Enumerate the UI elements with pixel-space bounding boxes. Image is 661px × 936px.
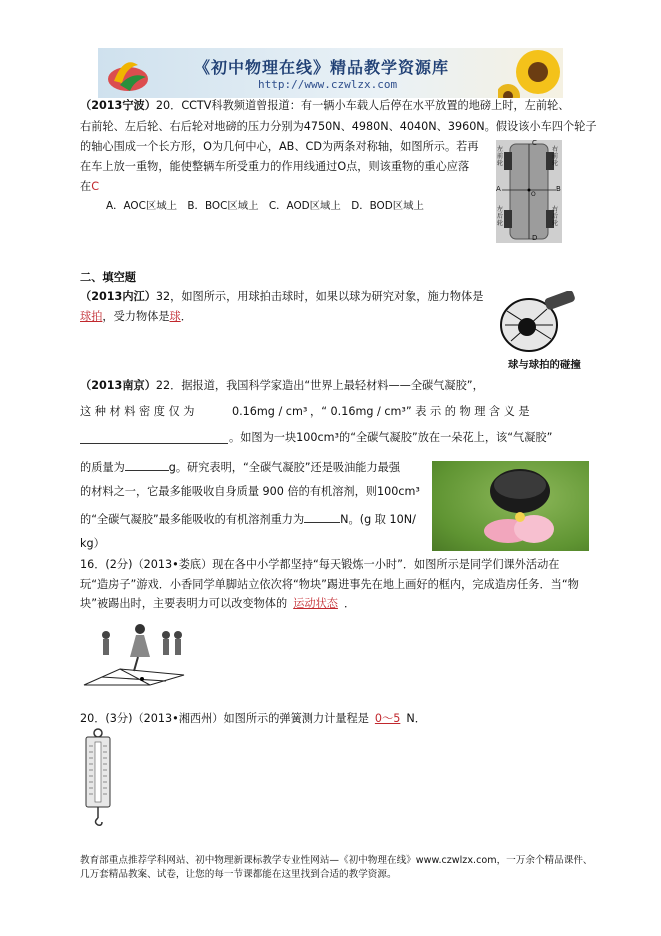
label-right-front-wheel: 右前轮 <box>552 146 559 167</box>
label-left-front-wheel: 左前轮 <box>497 146 504 167</box>
header-banner <box>98 48 563 98</box>
question-3-blank-meaning[interactable] <box>80 443 228 444</box>
hopscotch-illustration <box>80 619 188 687</box>
question-4-line-1: 16．(2分)（2013•娄底）现在各中小学都坚持“每天锻炼一小时”．如图所示是同学们课外活动在 <box>80 558 560 571</box>
label-left-rear-wheel: 左后轮 <box>497 206 504 227</box>
footer-line-1: 教育部重点推荐学科网站、初中物理新课标教学专业性网站—《初中物理在线》www.czwlzx.com，一万余个精品课件、 <box>80 855 593 866</box>
question-3-density: 0.16mg / cm³ <box>232 405 308 418</box>
question-3-line-7: kg） <box>80 537 105 550</box>
question-3-line-1: （2013南京）22．据报道，我国科学家造出“世界上最轻材料——全碳气凝胶”， <box>80 379 484 392</box>
label-c: C <box>532 139 537 147</box>
question-3-blank-weight[interactable] <box>304 512 340 523</box>
question-5-answer: 0～5 <box>374 712 401 725</box>
question-1-answer: C <box>91 180 100 193</box>
aerogel-on-flower-image <box>432 461 589 551</box>
ball-racket-caption: 球与球拍的碰撞 <box>508 359 581 371</box>
question-2-source: （2013内江） <box>80 290 156 303</box>
question-1-line-2: 右前轮、左后轮、右后轮对地磅的压力分别为4750N、4980N、4040N、3960N。假设该小车四个轮子 <box>80 120 597 133</box>
question-3-line-2a: 这 种 材 料 密 度 仅 为 <box>80 405 195 418</box>
banner-title: 《初中物理在线》精品教学资源库 <box>194 58 450 77</box>
spring-scale-image <box>83 728 113 826</box>
question-2-answer-2: 球 <box>169 310 181 323</box>
question-3-blank-mass[interactable] <box>125 460 169 471</box>
label-right-rear-wheel: 右后轮 <box>552 206 559 227</box>
question-1-source: （2013宁波） <box>80 99 156 112</box>
question-2-line-2: 球拍，受力物体是球． <box>80 310 192 323</box>
label-o: O <box>531 191 536 198</box>
question-3-line-2c: ，“ 0.16mg / cm³” 表 示 的 物 理 含 义 是 <box>310 405 530 418</box>
section-heading: 二、填空题 <box>80 271 136 284</box>
site-logo <box>104 51 152 95</box>
question-3-line-6: 的“全碳气凝胶”最多能吸收的有机溶剂重力为 N。(g 取 10N/ <box>80 513 416 526</box>
question-2-answer-1: 球拍 <box>80 310 103 323</box>
question-4-line-2: 玩“造房子”游戏．小香同学单脚站立依次将“物块”踢进事先在地上画好的框内，完成造房任务．当“物 <box>80 578 579 591</box>
question-1-options: A．AOC区域上 B．BOC区域上 C．AOD区域上 D．BOD区域上 <box>106 200 424 212</box>
question-2-line-1: （2013内江）32，如图所示，用球拍击球时，如果以球为研究对象，施力物体是 <box>80 290 484 303</box>
label-a: A <box>496 185 501 193</box>
question-3-line-4: 的质量为 g。研究表明，“全碳气凝胶”还是吸油能力最强 <box>80 461 401 474</box>
question-3-line-3: 。如图为一块100cm³的“全碳气凝胶”放在一朵花上，该“气凝胶” <box>229 431 553 444</box>
question-4-line-3: 块”被踢出时，主要表明力可以改变物体的 运动状态 ． <box>80 597 356 610</box>
sunflower-image <box>498 48 563 98</box>
question-5-line: 20．(3分)（2013•湘西州）如图所示的弹簧测力计量程是 0～5 N． <box>80 712 426 725</box>
question-3-line-5: 的材料之一，它最多能吸收自身质量 900 倍的有机溶剂，则100cm³ <box>80 485 420 498</box>
question-1-line-1: （2013宁波）20．CCTV科教频道曾报道：有一辆小车载人后停在水平放置的地磅上时，左前轮、 <box>80 99 570 112</box>
question-4-answer: 运动状态 <box>293 597 338 610</box>
label-d: D <box>532 234 538 242</box>
footer-line-2: 几万套精品教案、试卷，让您的每一节课都能在这里找到合适的教学资源。 <box>80 869 397 880</box>
question-3-source: （2013南京） <box>80 379 156 392</box>
question-1-line-3: 的轴心围成一个长方形，O为几何中心，AB、CD为两条对称轴，如图所示。若再 <box>80 140 479 153</box>
banner-url[interactable]: http://www.czwlzx.com <box>258 78 398 91</box>
footer <box>80 854 620 882</box>
ball-racket-image <box>497 291 579 355</box>
label-b: B <box>556 185 561 193</box>
question-1-line-5: 在C <box>80 180 100 193</box>
car-figure <box>496 140 562 243</box>
question-1-line-4: 在车上放一重物，能使整辆车所受重力的作用线通过O点，则该重物的重心应落 <box>80 160 470 173</box>
